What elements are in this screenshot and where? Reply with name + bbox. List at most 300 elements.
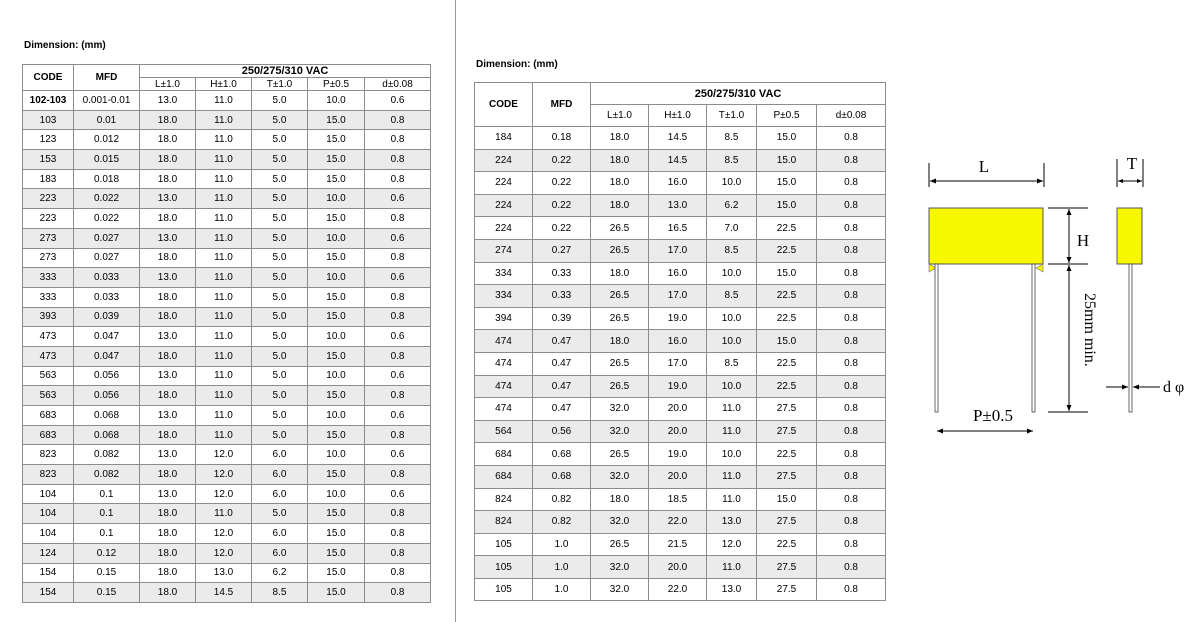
cell-t: 10.0 — [707, 262, 757, 285]
cell-code: 334 — [475, 285, 533, 308]
cell-d: 0.8 — [365, 524, 431, 544]
cell-t: 11.0 — [707, 465, 757, 488]
cell-d: 0.8 — [817, 239, 886, 262]
d-dimension — [1106, 379, 1184, 396]
cell-d: 0.6 — [365, 91, 431, 111]
cell-l: 32.0 — [591, 420, 649, 443]
cell-t: 5.0 — [252, 406, 308, 426]
cell-code: 683 — [23, 406, 74, 426]
cell-p: 22.5 — [757, 352, 817, 375]
table-row — [23, 189, 431, 209]
table-row — [475, 194, 886, 217]
cell-p: 15.0 — [308, 563, 365, 583]
cell-p: 15.0 — [308, 287, 365, 307]
cell-d: 0.8 — [365, 346, 431, 366]
cell-mfd: 0.056 — [74, 386, 140, 406]
cell-l: 13.0 — [140, 228, 196, 248]
cell-d: 0.8 — [817, 465, 886, 488]
cell-l: 26.5 — [591, 307, 649, 330]
cell-h: 12.0 — [196, 465, 252, 485]
cell-h: 17.0 — [649, 352, 707, 375]
cell-mfd: 1.0 — [533, 578, 591, 601]
cell-d: 0.8 — [817, 511, 886, 534]
col-header-d: d±0.08 — [365, 78, 431, 91]
cell-h: 16.0 — [649, 172, 707, 195]
cell-mfd: 0.018 — [74, 169, 140, 189]
cell-t: 11.0 — [707, 420, 757, 443]
cell-code: 563 — [23, 366, 74, 386]
cell-d: 0.8 — [817, 556, 886, 579]
cell-d: 0.8 — [817, 443, 886, 466]
cell-mfd: 0.047 — [74, 327, 140, 347]
cell-p: 10.0 — [308, 91, 365, 111]
table-row — [23, 445, 431, 465]
left-dimension-table — [22, 64, 431, 603]
cell-d: 0.8 — [365, 169, 431, 189]
cell-d: 0.8 — [365, 543, 431, 563]
cell-t: 13.0 — [707, 578, 757, 601]
cell-d: 0.8 — [365, 504, 431, 524]
label-d: d φ — [1163, 379, 1185, 396]
cell-t: 8.5 — [707, 352, 757, 375]
cell-l: 32.0 — [591, 556, 649, 579]
cell-d: 0.6 — [365, 228, 431, 248]
cell-d: 0.6 — [365, 484, 431, 504]
cell-mfd: 0.22 — [533, 194, 591, 217]
cell-code: 103 — [23, 110, 74, 130]
cell-mfd: 0.027 — [74, 228, 140, 248]
cell-code: 334 — [475, 262, 533, 285]
table-row — [475, 420, 886, 443]
cell-l: 18.0 — [591, 262, 649, 285]
cell-mfd: 0.82 — [533, 511, 591, 534]
cell-mfd: 1.0 — [533, 556, 591, 579]
table-row — [475, 127, 886, 150]
cell-mfd: 0.068 — [74, 425, 140, 445]
cell-d: 0.8 — [365, 386, 431, 406]
table-row — [23, 150, 431, 170]
cell-t: 11.0 — [707, 556, 757, 579]
table-row — [23, 307, 431, 327]
cell-t: 6.0 — [252, 445, 308, 465]
cell-mfd: 0.82 — [533, 488, 591, 511]
cell-code: 184 — [475, 127, 533, 150]
cell-mfd: 0.12 — [74, 543, 140, 563]
cell-t: 5.0 — [252, 268, 308, 288]
cell-d: 0.8 — [365, 150, 431, 170]
cell-code: 474 — [475, 398, 533, 421]
cell-t: 5.0 — [252, 169, 308, 189]
cell-code: 273 — [23, 228, 74, 248]
col-header-l: L±1.0 — [591, 105, 649, 127]
cell-code: 273 — [23, 248, 74, 268]
left-caption: Dimension: (mm) — [24, 40, 106, 51]
cell-t: 13.0 — [707, 511, 757, 534]
cell-code: 824 — [475, 511, 533, 534]
cell-h: 11.0 — [196, 209, 252, 229]
cell-code: 823 — [23, 445, 74, 465]
cell-p: 15.0 — [308, 583, 365, 603]
cell-l: 18.0 — [140, 110, 196, 130]
cell-p: 10.0 — [308, 228, 365, 248]
cell-d: 0.8 — [817, 149, 886, 172]
cell-t: 5.0 — [252, 386, 308, 406]
cell-mfd: 1.0 — [533, 533, 591, 556]
table-row — [23, 327, 431, 347]
cell-l: 32.0 — [591, 398, 649, 421]
cell-l: 26.5 — [591, 352, 649, 375]
cell-l: 26.5 — [591, 375, 649, 398]
table-row — [475, 172, 886, 195]
cell-d: 0.8 — [817, 330, 886, 353]
table-row — [23, 484, 431, 504]
table-row — [475, 262, 886, 285]
capacitor-body-front — [929, 208, 1043, 264]
cell-l: 18.0 — [140, 504, 196, 524]
lead-side — [1129, 264, 1132, 412]
cell-p: 10.0 — [308, 484, 365, 504]
cell-l: 18.0 — [591, 172, 649, 195]
cell-d: 0.8 — [817, 194, 886, 217]
col-header-p: P±0.5 — [308, 78, 365, 91]
cell-mfd: 0.68 — [533, 465, 591, 488]
col-header-h: H±1.0 — [649, 105, 707, 127]
cell-p: 27.5 — [757, 465, 817, 488]
cell-h: 11.0 — [196, 130, 252, 150]
cell-code: 333 — [23, 268, 74, 288]
cell-p: 15.0 — [308, 543, 365, 563]
cell-p: 15.0 — [308, 346, 365, 366]
voltage-header: 250/275/310 VAC — [591, 83, 886, 105]
cell-code: 474 — [475, 330, 533, 353]
table-row — [475, 511, 886, 534]
cell-l: 18.0 — [140, 248, 196, 268]
col-header-l: L±1.0 — [140, 78, 196, 91]
cell-l: 13.0 — [140, 268, 196, 288]
cell-mfd: 0.1 — [74, 504, 140, 524]
cell-h: 20.0 — [649, 465, 707, 488]
cell-l: 18.0 — [140, 169, 196, 189]
cell-p: 15.0 — [308, 169, 365, 189]
cell-h: 11.0 — [196, 366, 252, 386]
cell-t: 5.0 — [252, 110, 308, 130]
cell-t: 8.5 — [707, 149, 757, 172]
cell-h: 11.0 — [196, 91, 252, 111]
cell-mfd: 0.68 — [533, 443, 591, 466]
cell-code: 224 — [475, 217, 533, 240]
table-row — [23, 583, 431, 603]
cell-l: 26.5 — [591, 239, 649, 262]
cell-mfd: 0.027 — [74, 248, 140, 268]
cell-p: 15.0 — [308, 110, 365, 130]
cell-h: 11.0 — [196, 228, 252, 248]
col-header-t: T±1.0 — [252, 78, 308, 91]
cell-p: 15.0 — [308, 504, 365, 524]
cell-t: 5.0 — [252, 189, 308, 209]
label-l: L — [978, 157, 990, 176]
cell-mfd: 0.47 — [533, 398, 591, 421]
table-row — [23, 287, 431, 307]
cell-code: 393 — [23, 307, 74, 327]
cell-d: 0.8 — [817, 217, 886, 240]
cell-t: 5.0 — [252, 504, 308, 524]
cell-code: 563 — [23, 386, 74, 406]
cell-l: 26.5 — [591, 443, 649, 466]
cell-p: 15.0 — [308, 425, 365, 445]
cell-p: 15.0 — [308, 524, 365, 544]
cell-d: 0.8 — [365, 287, 431, 307]
cell-mfd: 0.015 — [74, 150, 140, 170]
cell-l: 26.5 — [591, 533, 649, 556]
cell-code: 105 — [475, 578, 533, 601]
label-p: P±0.5 — [972, 406, 1014, 425]
table-row — [23, 543, 431, 563]
t-dimension — [1117, 154, 1143, 187]
cell-p: 22.5 — [757, 239, 817, 262]
cell-t: 5.0 — [252, 307, 308, 327]
cell-p: 22.5 — [757, 307, 817, 330]
cell-d: 0.6 — [365, 406, 431, 426]
cell-d: 0.8 — [817, 578, 886, 601]
cell-l: 18.0 — [140, 209, 196, 229]
cell-code: 684 — [475, 465, 533, 488]
cell-l: 18.0 — [140, 583, 196, 603]
cell-h: 11.0 — [196, 268, 252, 288]
cell-mfd: 0.33 — [533, 262, 591, 285]
cell-h: 11.0 — [196, 327, 252, 347]
cell-mfd: 0.082 — [74, 445, 140, 465]
cell-l: 18.0 — [140, 130, 196, 150]
cell-d: 0.8 — [365, 465, 431, 485]
table-row — [475, 307, 886, 330]
cell-p: 15.0 — [757, 127, 817, 150]
cell-t: 10.0 — [707, 172, 757, 195]
cell-p: 22.5 — [757, 217, 817, 240]
cell-t: 10.0 — [707, 375, 757, 398]
cell-code: 123 — [23, 130, 74, 150]
table-row — [23, 504, 431, 524]
cell-mfd: 0.22 — [533, 149, 591, 172]
cell-d: 0.8 — [817, 172, 886, 195]
cell-h: 22.0 — [649, 511, 707, 534]
page-divider — [455, 0, 456, 622]
cell-h: 20.0 — [649, 420, 707, 443]
table-row — [475, 556, 886, 579]
cell-h: 19.0 — [649, 443, 707, 466]
cell-p: 15.0 — [308, 386, 365, 406]
table-row — [475, 217, 886, 240]
cell-h: 17.0 — [649, 285, 707, 308]
cell-p: 22.5 — [757, 533, 817, 556]
cell-p: 22.5 — [757, 285, 817, 308]
cell-h: 11.0 — [196, 248, 252, 268]
cell-mfd: 0.012 — [74, 130, 140, 150]
cell-t: 5.0 — [252, 366, 308, 386]
table-row — [475, 375, 886, 398]
cell-d: 0.8 — [817, 352, 886, 375]
cell-p: 15.0 — [308, 307, 365, 327]
cell-d: 0.6 — [365, 189, 431, 209]
cell-code: 154 — [23, 563, 74, 583]
cell-l: 18.0 — [140, 563, 196, 583]
cell-mfd: 0.068 — [74, 406, 140, 426]
table-row — [475, 352, 886, 375]
table-row — [23, 169, 431, 189]
cell-t: 10.0 — [707, 307, 757, 330]
cell-p: 10.0 — [308, 406, 365, 426]
mfd-header: MFD — [74, 65, 140, 91]
cell-t: 6.0 — [252, 484, 308, 504]
cell-p: 15.0 — [308, 209, 365, 229]
cell-code: 474 — [475, 352, 533, 375]
cell-mfd: 0.1 — [74, 524, 140, 544]
cell-p: 22.5 — [757, 375, 817, 398]
cell-code: 223 — [23, 209, 74, 229]
cell-h: 14.5 — [649, 149, 707, 172]
cell-h: 12.0 — [196, 543, 252, 563]
cell-code: 154 — [23, 583, 74, 603]
cell-p: 15.0 — [757, 149, 817, 172]
cell-code: 473 — [23, 346, 74, 366]
cell-l: 32.0 — [591, 465, 649, 488]
cell-t: 8.5 — [707, 239, 757, 262]
cell-code: 824 — [475, 488, 533, 511]
cell-h: 11.0 — [196, 287, 252, 307]
cell-p: 10.0 — [308, 327, 365, 347]
cell-h: 19.0 — [649, 375, 707, 398]
cell-h: 21.5 — [649, 533, 707, 556]
cell-t: 5.0 — [252, 346, 308, 366]
cell-t: 5.0 — [252, 287, 308, 307]
cell-code: 183 — [23, 169, 74, 189]
cell-code: 474 — [475, 375, 533, 398]
cell-t: 8.5 — [707, 285, 757, 308]
cell-mfd: 0.022 — [74, 189, 140, 209]
table-row — [475, 398, 886, 421]
table-row — [23, 346, 431, 366]
capacitor-dimension-diagram — [920, 145, 1195, 445]
cell-d: 0.8 — [817, 285, 886, 308]
cell-l: 18.0 — [591, 149, 649, 172]
table-row — [23, 386, 431, 406]
cell-mfd: 0.001-0.01 — [74, 91, 140, 111]
table-row — [475, 239, 886, 262]
voltage-header: 250/275/310 VAC — [140, 65, 431, 78]
cell-l: 32.0 — [591, 511, 649, 534]
cell-p: 10.0 — [308, 445, 365, 465]
cell-p: 27.5 — [757, 511, 817, 534]
cell-t: 11.0 — [707, 488, 757, 511]
cell-p: 15.0 — [757, 488, 817, 511]
cell-t: 7.0 — [707, 217, 757, 240]
label-t: T — [1126, 154, 1138, 173]
cell-code: 333 — [23, 287, 74, 307]
cell-code: 104 — [23, 504, 74, 524]
col-header-t: T±1.0 — [707, 105, 757, 127]
cell-h: 11.0 — [196, 425, 252, 445]
cell-mfd: 0.47 — [533, 375, 591, 398]
cell-l: 13.0 — [140, 445, 196, 465]
cell-h: 14.5 — [196, 583, 252, 603]
cell-h: 19.0 — [649, 307, 707, 330]
cell-code: 153 — [23, 150, 74, 170]
table-row — [475, 443, 886, 466]
table-row — [23, 130, 431, 150]
cell-t: 5.0 — [252, 150, 308, 170]
cell-p: 22.5 — [757, 443, 817, 466]
table-row — [23, 110, 431, 130]
cell-p: 10.0 — [308, 189, 365, 209]
cell-h: 20.0 — [649, 398, 707, 421]
cell-h: 11.0 — [196, 150, 252, 170]
cell-d: 0.8 — [817, 262, 886, 285]
cell-mfd: 0.056 — [74, 366, 140, 386]
cell-l: 26.5 — [591, 217, 649, 240]
table-row — [23, 366, 431, 386]
cell-t: 5.0 — [252, 130, 308, 150]
cell-l: 13.0 — [140, 406, 196, 426]
cell-mfd: 0.27 — [533, 239, 591, 262]
table-row — [475, 488, 886, 511]
cell-d: 0.8 — [817, 533, 886, 556]
right-caption: Dimension: (mm) — [476, 59, 558, 70]
cell-l: 13.0 — [140, 366, 196, 386]
cell-mfd: 0.033 — [74, 287, 140, 307]
cell-t: 6.0 — [252, 543, 308, 563]
cell-l: 18.0 — [591, 488, 649, 511]
cell-t: 6.0 — [252, 524, 308, 544]
cell-p: 15.0 — [308, 248, 365, 268]
cell-d: 0.6 — [365, 327, 431, 347]
cell-l: 32.0 — [591, 578, 649, 601]
cell-h: 20.0 — [649, 556, 707, 579]
table-row — [23, 465, 431, 485]
cell-mfd: 0.1 — [74, 484, 140, 504]
cell-h: 12.0 — [196, 484, 252, 504]
capacitor-body-side — [1117, 208, 1142, 264]
cell-l: 13.0 — [140, 91, 196, 111]
cell-t: 5.0 — [252, 425, 308, 445]
cell-p: 15.0 — [757, 330, 817, 353]
cell-mfd: 0.18 — [533, 127, 591, 150]
cell-l: 26.5 — [591, 285, 649, 308]
cell-p: 15.0 — [757, 194, 817, 217]
mfd-header: MFD — [533, 83, 591, 127]
table-row — [23, 524, 431, 544]
code-header: CODE — [23, 65, 74, 91]
cell-h: 12.0 — [196, 445, 252, 465]
cell-code: 124 — [23, 543, 74, 563]
cell-d: 0.8 — [817, 375, 886, 398]
cell-t: 5.0 — [252, 327, 308, 347]
cell-p: 27.5 — [757, 556, 817, 579]
table-row — [23, 406, 431, 426]
lead-right — [1032, 264, 1035, 412]
cell-mfd: 0.15 — [74, 563, 140, 583]
cell-h: 11.0 — [196, 346, 252, 366]
cell-h: 11.0 — [196, 386, 252, 406]
table-row — [475, 578, 886, 601]
cell-l: 13.0 — [140, 327, 196, 347]
table-row — [23, 248, 431, 268]
col-header-h: H±1.0 — [196, 78, 252, 91]
table-row — [23, 563, 431, 583]
table-row — [23, 425, 431, 445]
cell-t: 10.0 — [707, 330, 757, 353]
cell-d: 0.6 — [365, 445, 431, 465]
cell-d: 0.8 — [365, 307, 431, 327]
cell-p: 15.0 — [757, 172, 817, 195]
